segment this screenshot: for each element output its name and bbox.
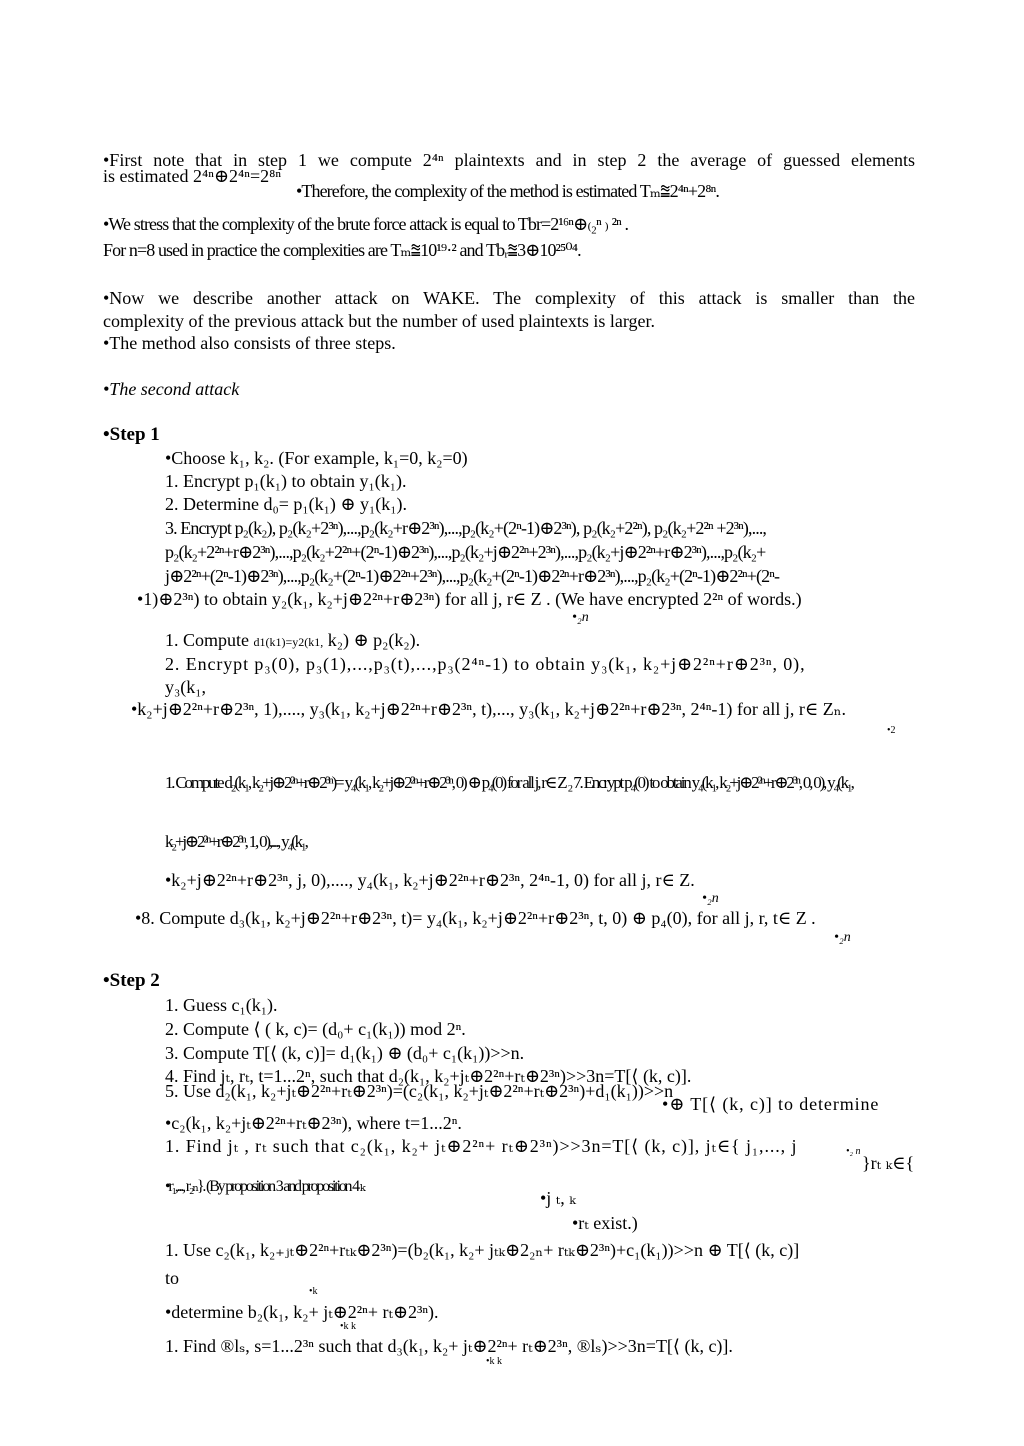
list-item: 5. Use d₂(k₁, k₂+jₜ⊕2²ⁿ+rₜ⊕2³ⁿ)=(c₂(k₁, k₂+jₜ⊕2²ⁿ+rₜ⊕2³ⁿ)+d₁(k₁))>>n	[165, 1081, 674, 1101]
list-item: 2. Compute ⟨ ( k, c)= (d₀+ c₁(k₁)) mod 2ⁿ.	[165, 1019, 466, 1039]
step-heading: •Step 2	[103, 970, 160, 991]
paragraph-line: is estimated 2⁴ⁿ⊕2⁴ⁿ=2⁸ⁿ	[103, 166, 282, 186]
list-item	[165, 630, 420, 652]
paragraph-line: complexity of the previous attack but the number of used plaintexts is larger.	[103, 311, 656, 331]
list-item: 1. Compute d₂(k₁, k₂+j⊕2²ⁿ+r⊕2³ⁿ)= y₄(k₁, k₂+j⊕2²ⁿ+r⊕2³ⁿ, 0) ⊕ p₄(0) for all j, r∈ Z ₂ 7. Encrypt p₄(0) to obtain y₄(k₁, k₂+j⊕2²ⁿ+r⊕2³ⁿ, 0, 0), y₄(k₁,	[165, 773, 853, 792]
subscript: •k	[309, 1286, 318, 1297]
subscript: •2	[887, 725, 896, 736]
list-item: k₂+j⊕2²ⁿ+r⊕2³ⁿ, 1, 0),..., y₄(k₁,	[165, 832, 307, 851]
list-item: •j ₜ, ₖ	[540, 1188, 576, 1208]
list-item: •k₂+j⊕2²ⁿ+r⊕2³ⁿ, j, 0),...., y₄(k₁, k₂+j⊕2²ⁿ+r⊕2³ⁿ, 2⁴ⁿ-1, 0) for all j, r∈ Z.	[165, 870, 695, 890]
list-item: 2. Encrypt p₃(0), p₃(1),...,p₃(t),...,p₃(2⁴ⁿ-1) to obtain y₃(k₁, k₂+j⊕2²ⁿ+r⊕2³ⁿ, 0),	[165, 654, 806, 674]
list-item: •r₁,..., r₂ₙ}. (By proposition 3 and proposition 4 ₖ	[165, 1178, 364, 1195]
item-number: 1. Compute	[165, 630, 249, 650]
list-item: 1. Guess c₁(k₁).	[165, 995, 278, 1015]
item-text: k₂) ⊕ p₂(k₂).	[327, 630, 421, 650]
subscript: •₂n	[702, 891, 719, 906]
list-item: •Choose k₁, k₂. (For example, k₁=0, k₂=0)	[165, 448, 468, 468]
list-item: •c₂(k₁, k₂+jₜ⊕2²ⁿ+rₜ⊕2³ⁿ), where t=1...2ⁿ.	[165, 1113, 462, 1133]
subscript: •k k	[340, 1321, 357, 1332]
paragraph-line: •First note that in step 1 we compute 2⁴ⁿ plaintexts and in step 2 the average of guessed elements	[103, 150, 915, 170]
list-item: •determine b₂(k₁, k₂+ jₜ⊕2²ⁿ+ rₜ⊕2³ⁿ).	[165, 1302, 439, 1322]
list-item: 2. Determine d₀= p₁(k₁) ⊕ y₁(k₁).	[165, 494, 408, 514]
step-heading: •Step 1	[103, 424, 160, 445]
list-item: 3. Compute T[⟨ (k, c)]= d₁(k₁) ⊕ (d₀+ c₁(k₁))>>n.	[165, 1043, 525, 1063]
list-item: •⊕ T[⟨ (k, c)] to determine	[662, 1094, 880, 1114]
list-item: •k₂+j⊕2²ⁿ+r⊕2³ⁿ, 1),...., y₃(k₁, k₂+j⊕2²ⁿ+r⊕2³ⁿ, t),..., y₃(k₁, k₂+j⊕2²ⁿ+r⊕2³ⁿ, 2⁴ⁿ-1) for all j, r∈ Zₙ.	[131, 699, 846, 719]
paragraph-line: •Therefore, the complexity of the method is estimated Tₘ⩰2⁴ⁿ+2⁸ⁿ.	[296, 181, 719, 201]
subscript: •₂n	[572, 610, 589, 625]
list-item: j⊕2²ⁿ+(2ⁿ-1)⊕2³ⁿ),...,p₂(k₂+(2ⁿ-1)⊕2²ⁿ+2³ⁿ),...,p₂(k₂+(2ⁿ-1)⊕2²ⁿ+r⊕2³ⁿ),...,p₂(k₂+(2ⁿ-1)⊕2²ⁿ+(2ⁿ-	[165, 566, 780, 586]
list-item: 4. Find jₜ, rₜ, t=1...2ⁿ, such that d₂(k₁, k₂+jₜ⊕2²ⁿ+rₜ⊕2³ⁿ)>>3n=T[⟨ (k, c)].	[165, 1066, 692, 1086]
small-text: d1(k1)=y2(k1,	[253, 635, 324, 649]
paragraph-line: For n=8 used in practice the complexities are Tₘ⩰10¹⁹·² and Tbᵣ⩰3⊕10²⁵⁰⁴.	[103, 240, 581, 260]
subscript: •₂n	[834, 930, 851, 945]
list-item: 1. Use c₂(k₁, k₂₊ⱼₜ⊕2²ⁿ+rₜₖ⊕2³ⁿ)=(b₂(k₁, k₂+ jₜₖ⊕2₂ₙ+ rₜₖ⊕2³ⁿ)+c₁(k₁))>>n ⊕ T[⟨ (k, c)]	[165, 1240, 800, 1260]
subscript: •₂ n	[846, 1146, 861, 1157]
list-item: 3. Encrypt p₂(k₂), p₂(k₂+2³ⁿ),...,p₂(k₂+r⊕2³ⁿ),...,p₂(k₂+(2ⁿ-1)⊕2³ⁿ), p₂(k₂+2²ⁿ), p₂(k₂+2²ⁿ +2³ⁿ),...,	[165, 518, 767, 538]
paragraph-line: •The method also consists of three steps.	[103, 333, 396, 353]
subscript: •k k	[486, 1356, 503, 1367]
list-item: p₂(k₂+2²ⁿ+r⊕2³ⁿ),...,p₂(k₂+2²ⁿ+(2ⁿ-1)⊕2³ⁿ),...,p₂(k₂+j⊕2²ⁿ+2³ⁿ),...,p₂(k₂+j⊕2²ⁿ+r⊕2³ⁿ),...,p₂(k₂+	[165, 542, 766, 562]
list-item: •8. Compute d₃(k₁, k₂+j⊕2²ⁿ+r⊕2³ⁿ, t)= y₄(k₁, k₂+j⊕2²ⁿ+r⊕2³ⁿ, t, 0) ⊕ p₄(0), for all j, r, t∈ Z .	[135, 908, 816, 928]
list-item: }rₜ ₖ∈{	[862, 1153, 915, 1173]
list-item: 1. Encrypt p₁(k₁) to obtain y₁(k₁).	[165, 471, 407, 491]
list-item: 1. Find ®lₛ, s=1...2³ⁿ such that d₃(k₁, k₂+ jₜ⊕2²ⁿ+ rₜ⊕2³ⁿ, ®lₛ)>>3n=T[⟨ (k, c)].	[165, 1336, 733, 1356]
list-item: 1. Find jₜ , rₜ such that c₂(k₁, k₂+ jₜ⊕2²ⁿ+ rₜ⊕2³ⁿ)>>3n=T[⟨ (k, c)], jₜ∈{ j₁,..., j	[165, 1136, 798, 1156]
list-item: •rₜ exist.)	[572, 1213, 638, 1233]
list-item: to	[165, 1268, 180, 1288]
paragraph-line: •We stress that the complexity of the brute force attack is equal to Tbr=2¹⁶ⁿ⊕₍₂ⁿ ₎ ²ⁿ .	[103, 214, 629, 234]
paragraph-line: •Now we describe another attack on WAKE. The complexity of this attack is smaller than the	[103, 288, 915, 308]
list-item: y₃(k₁,	[165, 677, 207, 697]
list-item: •1)⊕2³ⁿ) to obtain y₂(k₁, k₂+j⊕2²ⁿ+r⊕2³ⁿ) for all j, r∈ Z . (We have encrypted 2²ⁿ of words.)	[137, 589, 802, 609]
section-title: •The second attack	[103, 379, 240, 399]
